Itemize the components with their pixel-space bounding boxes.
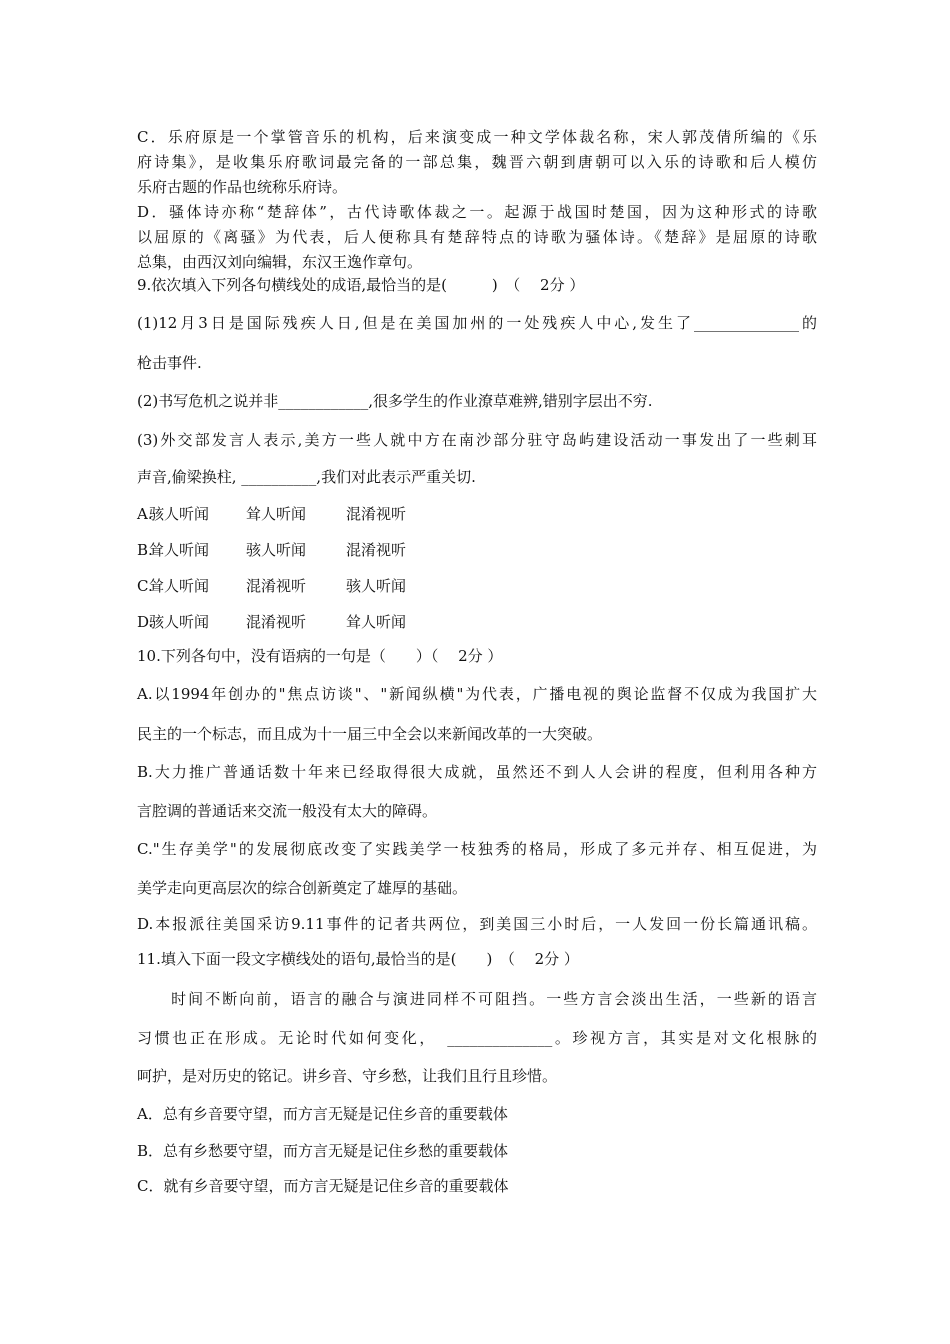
q8-option-c-line-1: C．乐府原是一个掌管音乐的机构，后来演变成一种文学体裁名称，宋人郭茂倩所编的《乐 <box>137 128 817 146</box>
q9-option-c <box>137 576 817 596</box>
q11-passage-line-1: 时间不断向前，语言的融合与演进同样不可阻挡。一些方言会淡出生活，一些新的语言 <box>137 990 817 1008</box>
q9-option-d <box>137 612 817 632</box>
q9-sentence-1-line-1: (1)12月3日是国际残疾人日,但是在美国加州的一处残疾人中心,发生了______________的 <box>137 314 817 332</box>
option-item: 骇人听闻 <box>149 505 210 523</box>
option-label: C. <box>137 577 153 595</box>
q10-option-b-line-2: 言腔调的普通话来交流一般没有太大的障碍。 <box>137 802 438 820</box>
option-item: 骇人听闻 <box>246 541 307 559</box>
option-item: 耸人听闻 <box>346 613 407 631</box>
q9-sentence-3-line-2: 声音,偷梁换柱, __________,我们对此表示严重关切. <box>137 468 476 486</box>
q10-option-a-line-1: A.以1994年创办的"焦点访谈"、"新闻纵横"为代表，广播电视的舆论监督不仅成为我国扩大 <box>137 685 817 703</box>
q11-option-c: C．就有乡音要守望，而方言无疑是记住乡音的重要载体 <box>137 1177 509 1195</box>
q11-passage-line-2: 习惯也正在形成。无论时代如何变化， ______________。珍视方言，其实是对文化根脉的 <box>137 1029 817 1047</box>
q8-option-c-line-2: 府诗集》，是收集乐府歌词最完备的一部总集，魏晋六朝到唐朝可以入乐的诗歌和后人模仿 <box>137 153 817 171</box>
q11-option-b: B．总有乡愁要守望，而方言无疑是记住乡愁的重要载体 <box>137 1142 509 1160</box>
option-label: D. <box>137 613 154 631</box>
q10-option-a-line-2: 民主的一个标志，而且成为十一届三中全会以来新闻改革的一大突破。 <box>137 725 603 743</box>
option-item: 混淆视听 <box>346 541 407 559</box>
q9-sentence-1-line-2: 枪击事件. <box>137 354 202 372</box>
option-item: 耸人听闻 <box>149 541 210 559</box>
q10-option-d: D.本报派往美国采访9.11事件的记者共两位，到美国三小时后，一人发回一份长篇通讯稿。 <box>137 915 817 933</box>
q9-option-b <box>137 540 817 560</box>
q10-option-c-line-1: C."生存美学"的发展彻底改变了实践美学一枝独秀的格局，形成了多元并存、相互促进，为 <box>137 840 817 858</box>
q9-sentence-2: (2)书写危机之说并非____________,很多学生的作业潦草难辨,错别字层出不穷. <box>137 392 653 410</box>
q10-stem: 10.下列各句中，没有语病的一句是（ ）（ 2分 ） <box>137 647 503 665</box>
q8-option-d-line-2: 以屈原的《离骚》为代表，后人便称具有楚辞特点的诗歌为骚体诗。《楚辞》是屈原的诗歌 <box>137 228 817 246</box>
q9-stem: 9.依次填入下列各句横线处的成语,最恰当的是( ) （ 2分 ） <box>137 276 585 294</box>
option-item: 耸人听闻 <box>149 577 210 595</box>
q10-option-b-line-1: B.大力推广普通话数十年来已经取得很大成就，虽然还不到人人会讲的程度，但利用各种方 <box>137 763 817 781</box>
q11-option-a: A．总有乡音要守望，而方言无疑是记住乡音的重要载体 <box>137 1105 508 1123</box>
option-label: B. <box>137 541 153 559</box>
q8-option-d-line-3: 总集，由西汉刘向编辑，东汉王逸作章句。 <box>137 253 423 271</box>
q10-option-c-line-2: 美学走向更高层次的综合创新奠定了雄厚的基础。 <box>137 879 468 897</box>
option-label: A. <box>137 505 153 523</box>
option-item: 混淆视听 <box>346 505 407 523</box>
option-item: 耸人听闻 <box>246 505 307 523</box>
q8-option-d-line-1: D．骚体诗亦称“楚辞体”，古代诗歌体裁之一。起源于战国时楚国，因为这种形式的诗歌 <box>137 203 817 221</box>
option-item: 骇人听闻 <box>149 613 210 631</box>
q11-passage-line-3: 呵护，是对历史的铭记。讲乡音、守乡愁，让我们且行且珍惜。 <box>137 1067 558 1085</box>
option-item: 混淆视听 <box>246 577 307 595</box>
q9-sentence-3-line-1: (3)外交部发言人表示,美方一些人就中方在南沙部分驻守岛屿建设活动一事发出了一些刺耳 <box>137 431 817 449</box>
q8-option-c-line-3: 乐府古题的作品也统称乐府诗。 <box>137 178 348 196</box>
option-item: 混淆视听 <box>246 613 307 631</box>
q9-option-a <box>137 504 817 524</box>
option-item: 骇人听闻 <box>346 577 407 595</box>
q11-stem: 11.填入下面一段文字横线处的语句,最恰当的是( ) （ 2分 ） <box>137 950 579 968</box>
